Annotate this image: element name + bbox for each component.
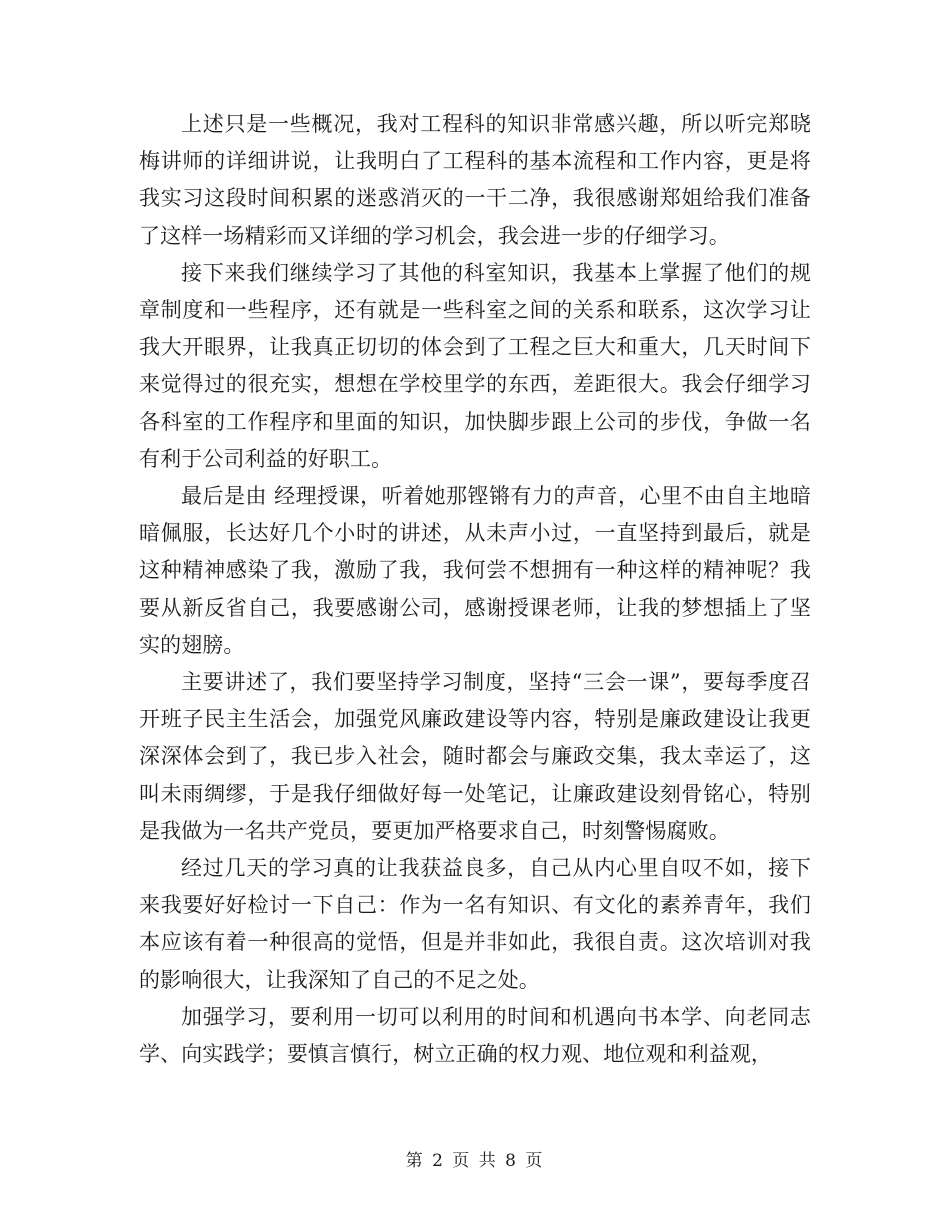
paragraph-integrity-building: 主要讲述了，我们要坚持学习制度，坚持“三会一课”，要每季度召开班子民主生活会，加强党风廉政建设等内容，特别是廉政建设让我更深深体会到了，我已步入社会，随时都会与廉政交集，我太幸运了，这叫未雨绸缪，于是我仔细做好每一处笔记，让廉政建设刻骨铭心，特别是我做为一名共产党员，要更加严格要求自己，时刻警惕腐败。	[139, 670, 811, 843]
paragraph-strengthen-learning: 加强学习，要利用一切可以利用的时间和机遇向书本学、向老同志学、向实践学；要慎言慎行，树立正确的权力观、地位观和利益观，	[139, 1004, 811, 1067]
paragraph-manager-lecture: 最后是由 经理授课，听着她那铿锵有力的声音，心里不由自主地暗暗佩服，长达好几个小时的讲述，从未声小过，一直坚持到最后，就是这种精神感染了我，激励了我，我何尝不想拥有一种这样的精神呢？我要从新反省自己，我要感谢公司，感谢授课老师，让我的梦想插上了坚实的翅膀。	[139, 484, 811, 657]
paragraph-self-reflection: 经过几天的学习真的让我获益良多，自己从内心里自叹不如，接下来我要好好检讨一下自己：作为一名有知识、有文化的素养青年，我们本应该有着一种很高的觉悟，但是并非如此，我很自责。这次培训对我的影响很大，让我深知了自己的不足之处。	[139, 856, 811, 992]
paragraph-overview: 上述只是一些概况，我对工程科的知识非常感兴趣，所以听完郑晓梅讲师的详细讲说，让我明白了工程科的基本流程和工作内容，更是将我实习这段时间积累的迷惑消灭的一干二净，我很感谢郑姐给我们准备了这样一场精彩而又详细的学习机会，我会进一步的仔细学习。	[139, 112, 811, 248]
paragraph-department-study: 接下来我们继续学习了其他的科室知识，我基本上掌握了他们的规章制度和一些程序，还有就是一些科室之间的关系和联系，这次学习让我大开眼界，让我真正切切的体会到了工程之巨大和重大，几天时间下来觉得过的很充实，想想在学校里学的东西，差距很大。我会仔细学习各科室的工作程序和里面的知识，加快脚步跟上公司的步伐，争做一名有利于公司利益的好职工。	[139, 260, 811, 471]
document-body	[139, 106, 811, 1073]
page-number-footer: 第 2 页 共 8 页	[405, 1151, 545, 1171]
